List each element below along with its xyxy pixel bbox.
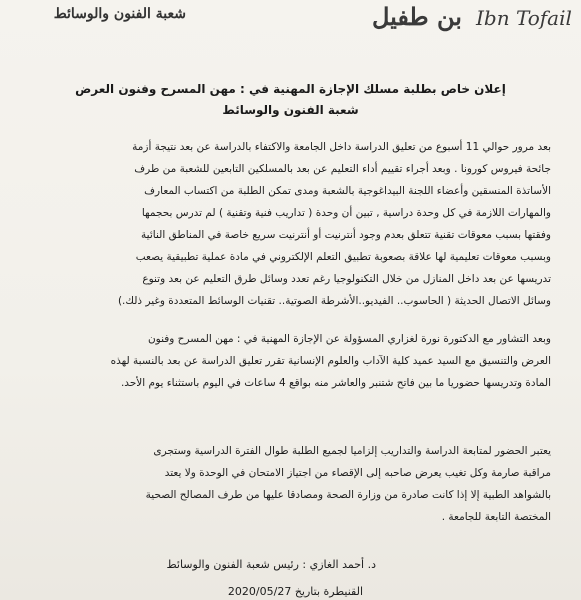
announcement-subtitle: شعبة الفنون والوسائط	[222, 103, 359, 117]
paragraph-line: وبعد التشاور مع الدكتورة نورة لغزاري المسؤولة عن الإجازة المهنية في : مهن المسرح وفنون	[147, 333, 551, 345]
paragraph-context	[30, 136, 551, 312]
paragraph-line: بعد مرور حوالي 11 أسبوع من تعليق الدراسة داخل الجامعة والاكتفاء بالدراسة عن بعد نتيجة أزمة	[132, 141, 551, 153]
paragraph-line: بالشواهد الطبية إلا إذا كانت صادرة من وزارة الصحة ومصادقا عليها من طرف المصالح الصحية	[145, 489, 551, 501]
department-name: شعبة الفنون والوسائط	[53, 6, 186, 22]
paragraph-attendance	[30, 440, 551, 528]
paragraph-line: مراقبة صارمة وكل تغيب يعرض صاحبه إلى الإقصاء من اجتياز الامتحان في الوحدة ولا يعتد	[164, 467, 551, 479]
paragraph-line: الأساتذة المنسقين وأعضاء اللجنة البيداغوجية بالشعبة ومدى تمكن الطلبة من اكتساب المعارف	[144, 185, 551, 197]
paragraph-line: تدريسها عن بعد داخل المنازل من خلال التكنولوجيا رغم تعدد وسائل طرق التعليم عن بعد وتنوع	[142, 273, 551, 285]
paragraph-line: العرض والتنسيق مع السيد عميد كلية الآداب والعلوم الإنسانية تقرر تعليق الدراسة عن بعد بالنسبة لهذه	[110, 355, 551, 367]
paragraph-line: وسائل الاتصال الحديثة ( الحاسوب.. الفيديو..الأشرطة الصوتية.. تقنيات الوسائط المتعددة وغير ذلك.)	[117, 295, 551, 307]
paragraph-decision	[30, 328, 551, 394]
university-logo	[372, 0, 572, 36]
announcement-title: إعلان خاص بطلبة مسلك الإجازة المهنية في : مهن المسرح وفنون العرض	[75, 82, 506, 96]
logo-latin-text: Ibn Tofail	[476, 6, 572, 30]
paragraph-line: وفقتها بسبب معوقات تقنية تتعلق بعدم وجود أنترنيت أو أنترنيت سريع خاصة في المناطق النائية	[141, 229, 551, 241]
paragraph-line: وبسبب معوقات تعليمية لها علاقة بصعوبة تطبيق التعلم الإلكتروني في مادة عملية تطبيقية يصعب	[135, 251, 551, 263]
logo-arabic-text: بن طفيل	[372, 2, 462, 31]
signature-name: د. أحمد الغازي : رئيس شعبة الفنون والوسائط	[166, 558, 376, 571]
letterhead	[0, 0, 581, 40]
signature-date: القنيطرة بتاريخ 2020/05/27	[227, 585, 363, 598]
paragraph-line: يعتبر الحضور لمتابعة الدراسة والتداريب إلزاميا لجميع الطلبة طوال الفترة الدراسية وستجرى	[153, 445, 551, 457]
paragraph-line: المختصة التابعة للجامعة .	[441, 511, 551, 523]
paragraph-line: المادة وتدريسها حضوريا ما بين فاتح شتنبر والعاشر منه بواقع 4 ساعات في اليوم باستثناء يوم الأحد.	[120, 377, 551, 389]
paragraph-line: جائحة فيروس كورونا . وبعد أجراء تقييم أداء التعليم عن بعد بالمسلكين التابعين للشعبة من طرف	[134, 163, 551, 175]
paragraph-line: والمهارات اللازمة في كل وحدة دراسية , تبين أن وحدة ( تداريب فنية وتقنية ) لم تدرس بحجمها	[141, 207, 551, 219]
